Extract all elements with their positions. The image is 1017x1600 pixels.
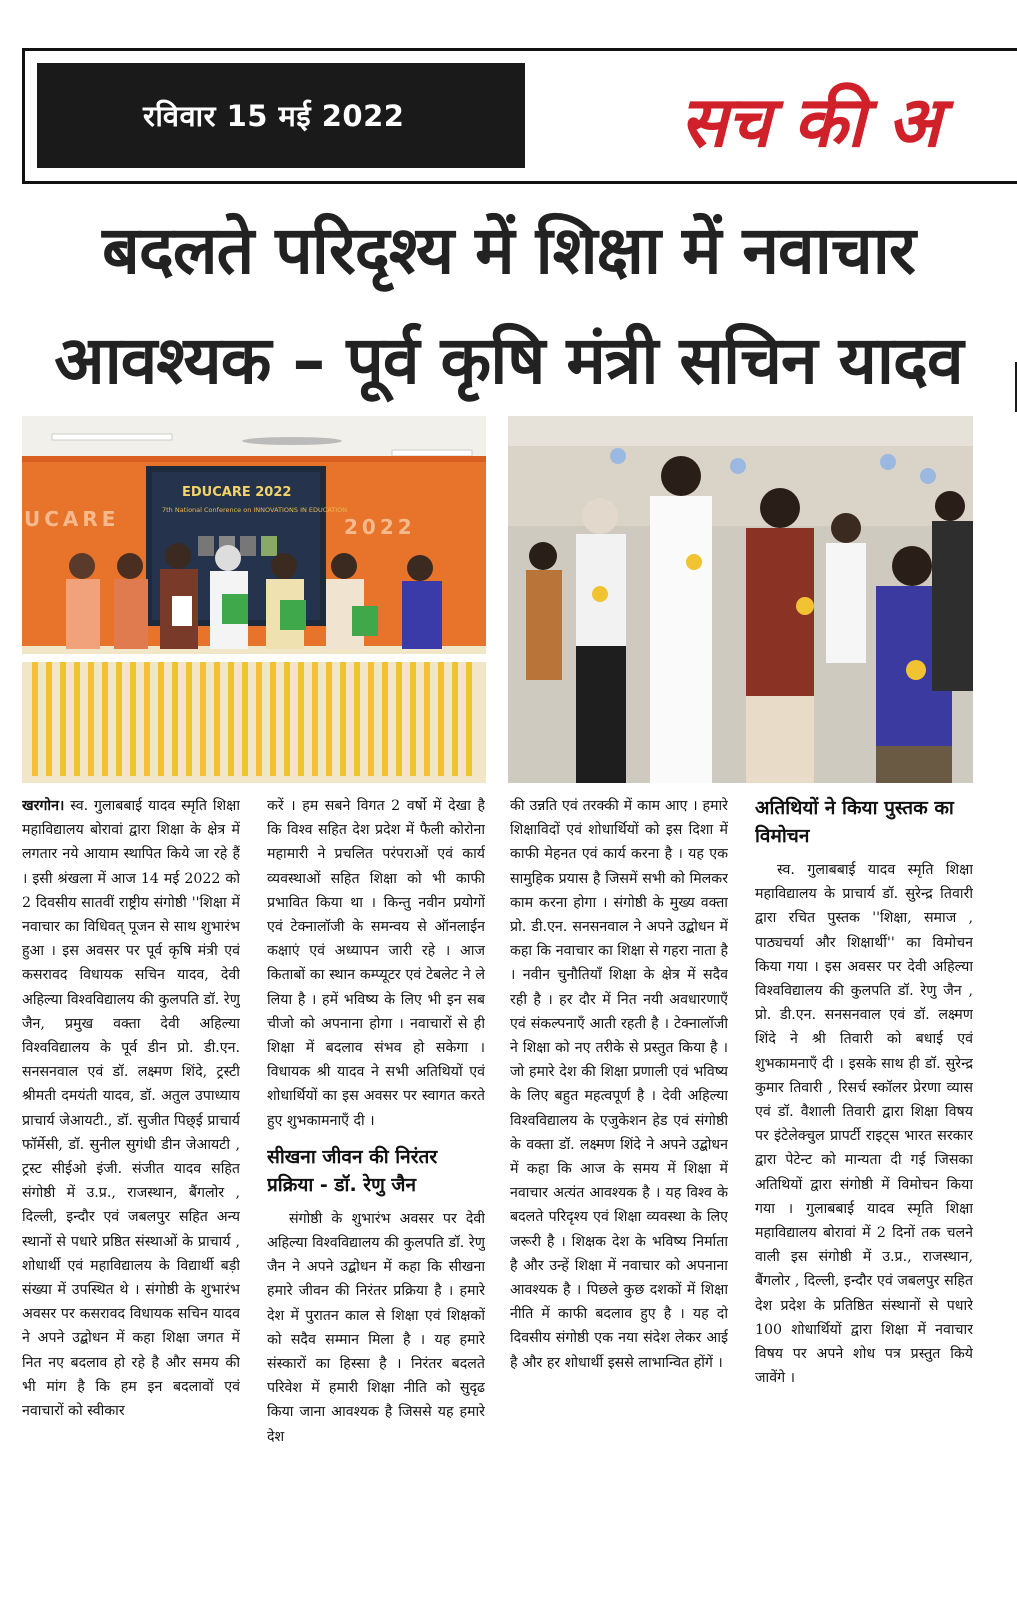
wall-text-right: 2022	[344, 515, 416, 539]
event-stage-illustration	[22, 416, 486, 783]
banner-title: EDUCARE 2022	[182, 485, 292, 500]
article-column-1	[22, 794, 240, 1594]
column-2-text: करें । हम सबने विगत 2 वर्षो में देखा है कि विश्व सहित देश प्रदेश में फैली कोरोना महामारी ने प्रचलित परंपराओं एवं कार्य व्यवस्थाओं सहित शिक्षा को भी काफी प्रभावित किया था । किन्तु नवीन प्रयोगों एवं टेक्नालॉजी के समन्वय से ऑनलाईन कक्षाएं एवं अध्यापन जारी रहे । आज किताबों का स्थान कम्प्यूटर एवं टेबलेट ने ले लिया है । हमें भविष्य के लिए भी इन सब चीजो को अपनाना होगा । नवाचारों से ही शिक्षा में बदलाव संभव हो सकेगा । विधायक श्री यादव ने सभी अतिथियों एवं शोधार्थियों का इस अवसर पर स्वागत करते हुए शुभकामनाएँ दी ।	[267, 798, 485, 1129]
issue-date: रविवार 15 मई 2022	[143, 99, 405, 133]
article-column-3	[510, 794, 728, 1594]
headline-line-1: बदलते परिदृश्य में शिक्षा में नवाचार	[102, 212, 915, 289]
dignitaries-illustration	[508, 416, 973, 783]
banner-subtitle: 7th National Conference on INNOVATIONS IN EDUCATION	[162, 506, 348, 514]
headline	[20, 196, 997, 416]
article-column-2	[267, 794, 485, 1594]
event-stage-photo	[22, 416, 486, 783]
subheading-renu-jain: सीखना जीवन की निरंतर प्रक्रिया - डॉ. रेणु जैन	[267, 1145, 438, 1196]
dateline: खरगोन।	[22, 798, 65, 814]
column-2-text-b: संगोष्ठी के शुभारंभ अवसर पर देवी अहिल्या विश्वविद्यालय की कुलपति डॉ. रेणु जैन ने अपने उद्बोधन में कहा कि सीखना हमारे जीवन की निरंतर प्रक्रिया है । हमारे देश में पुरातन काल से शिक्षा एवं शिक्षकों को सदैव सम्मान मिला है । यह हमारे संस्कारों का हिस्सा है । निरंतर बदलते परिवेश में हमारी शिक्षा नीति को सुदृढ किया जाना आवश्यक है जिससे यह हमारे देश	[267, 1210, 485, 1445]
wall-text-left: UCARE	[24, 507, 120, 531]
column-1-text: स्व. गुलाबबाई यादव स्मृति शिक्षा महाविद्यालय बोरावां द्वारा शिक्षा के क्षेत्र में लगतार नये आयाम स्थापित किये जा रहे हैं । इसी श्रंखला में आज 14 मई 2022 को 2 दिवसीय सातवीं राष्ट्रीय संगोष्ठी ''शिक्षा में नवाचार का विधिवत् पूजन से साथ शुभारंभ हुआ । इस अवसर पर पूर्व कृषि मंत्री एवं कसरावद विधायक सचिन यादव, देवी अहिल्या विश्वविद्यालय की कुलपति डॉ. रेणु जैन, प्रमुख वक्ता देवी अहिल्या विश्वविद्यालय के पूर्व डीन प्रो. डी.एन. सनसनवाल एवं डॉ. लक्ष्मण शिंदे, ट्रस्टी श्रीमती दमयंती यादव, डॉ. अतुल उपाध्याय प्राचार्य जेआयटी., डॉ. सुजीत पिछ्ई प्राचार्य फॉर्मेसी, डॉ. सुनील सुगंधी डीन जेआयटी , ट्रस्ट सीईओ इंजी. संजीत यादव सहित संगोष्ठी में उ.प्र., राजस्थान, बैंगलोर , दिल्ली, इन्दौर एवं जबलपुर सहित अन्य स्थानों से पधारे प्रष्ठित संस्थाओं के प्राचार्य , शोधार्थी एवं महाविद्यालय के विद्यार्थी बड़ी संख्या में उपस्थित थे । संगोष्ठी के शुभारंभ अवसर पर कसरावद विधायक सचिन यादव ने अपने उद्बोधन में कहा शिक्षा जगत में नित नए बदलाव हो रहे है और समय की भी मांग है कि हम इन बदलावों एवं नवाचारों को स्वीकार	[22, 798, 240, 1420]
newspaper-brand: सच की अ	[680, 80, 940, 163]
lead-paragraph	[22, 794, 240, 1423]
masthead	[22, 48, 1017, 184]
date-box	[37, 63, 525, 168]
article-column-4	[755, 794, 973, 1594]
column-3-text: की उन्नति एवं तरक्की में काम आए । हमारे शिक्षाविदों एवं शोधार्थियों को इस दिशा में काफी मेहनत एवं कार्य करना है । यह एक सामुहिक प्रयास है जिसमें सभी को मिलकर काम करना होगा । संगोष्ठी के मुख्य वक्ता प्रो. डी.एन. सनसनवाल ने अपने उद्बोधन में कहा कि नवाचार का शिक्षा से गहरा नाता है । नवीन चुनौतियाँ शिक्षा के क्षेत्र में सदैव रही है । हर दौर में नित नयी अवधारणाएँ एवं संकल्पनाएँ आती रहती है । टेक्नालॉजी ने शिक्षा को नए तरीके से प्रस्तुत किया है । जो हमारे देश की शिक्षा प्रणाली एवं भविष्य के लिए बहुत महत्वपूर्ण है । देवी अहिल्या विश्वविद्यालय के एजुकेशन हेड एवं संगोष्ठी के वक्ता डॉ. लक्ष्मण शिंदे ने अपने उद्बोधन में कहा कि आज के समय में शिक्षा में नवाचार अत्यंत आवश्यक है । यह विश्व के बदलते परिदृश्य एवं शिक्षा व्यवस्था के लिए जरूरी है । शिक्षक देश के भविष्य निर्माता है और उन्हें शिक्षा में नवाचार को अपनाना आवश्यक है । पिछले कुछ दशकों में शिक्षा नीति में काफी बदलाव हुए है । यह दो दिवसीय संगोष्ठी एक नया संदेश लेकर आई है और हर शोधार्थी इससे लाभान्वित होंगें ।	[510, 798, 728, 1371]
dignitaries-photo	[508, 416, 973, 783]
column-4-text: स्व. गुलाबबाई यादव स्मृति शिक्षा महाविद्यालय के प्राचार्य डॉ. सुरेन्द्र तिवारी द्वारा रचित पुस्तक ''शिक्षा, समाज , पाठ्यचर्या और शिक्षार्थी'' का विमोचन किया गया । इस अवसर पर देवी अहिल्या विश्वविद्यालय की कुलपति डॉ. रेणु जैन , प्रो. डी.एन. सनसनवाल एवं डॉ. लक्ष्मण शिंदे ने श्री तिवारी को बधाई एवं शुभकामनाएँ दी । इसके साथ ही डॉ. सुरेन्द्र कुमार तिवारी , रिसर्च स्कॉलर प्रेरणा व्यास एवं डॉ. वैशाली तिवारी द्वारा शिक्षा विषय पर इंटेलेक्चुल प्रापर्टी राइट्स भारत सरकार द्वारा पेटेन्ट को मान्यता दी गई जिसका अतिथियों द्वारा संगोष्ठी में विमोचन किया गया । गुलाबबाई यादव स्मृति शिक्षा महाविद्यालय बोरावां में 2 दिनों तक चलने वाली इस संगोष्ठी में उ.प्र., राजस्थान, बैंगलोर , दिल्ली, इन्दौर एवं जबलपुर सहित देश प्रदेश के प्रतिष्ठित संस्थानों से पधारे 100 शोधार्थियों द्वारा शिक्षा में नवाचार विषय पर अपने शोध पत्र प्रस्तुत किये जावेंगे ।	[755, 862, 973, 1387]
subheading-book-release: अतिथियों ने किया पुस्तक का विमोचन	[755, 797, 954, 847]
headline-line-2: आवश्यक – पूर्व कृषि मंत्री सचिन यादव	[54, 322, 963, 399]
